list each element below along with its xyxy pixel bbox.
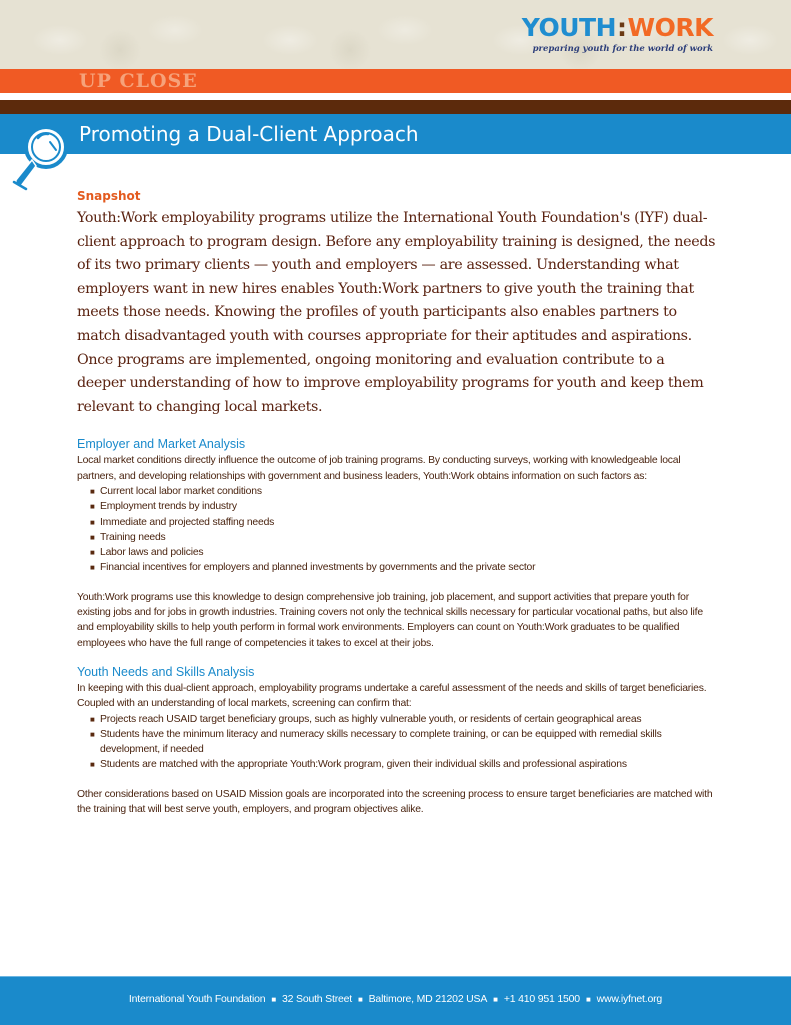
page-title: Promoting a Dual-Client Approach — [79, 122, 419, 146]
bullet-icon: ■ — [90, 563, 95, 573]
logo-work: WORK — [627, 13, 713, 42]
footer — [0, 976, 791, 1025]
employer-section-closing: Youth:Work programs use this knowledge to design comprehensive job training, job placement, and support activities that prepare youth for existing jobs and for jobs in growth industries. Training covers not only the technical skills necessary for particular vocational paths, but also life and employability skills to help youth perform in formal work environments. Employers can count on Youth:Work graduates to be qualified employees who have the full range of competencies it takes to excel at their jobs. — [77, 591, 703, 649]
section-label-band — [0, 69, 791, 93]
section-label: UP CLOSE — [79, 70, 198, 92]
bullet-icon: ■ — [90, 729, 95, 739]
youth-section-intro: In keeping with this dual-client approach, employability programs undertake a careful assessment of the needs and skills of target beneficiaries. Coupled with an understanding of local markets, screening can confirm that: — [77, 682, 707, 710]
list-item-text: Projects reach USAID target beneficiary groups, such as highly vulnerable youth, or residents of certain geographical areas — [100, 713, 642, 725]
list-item — [90, 530, 717, 545]
brown-divider-band — [0, 100, 791, 114]
list-item-text: Immediate and projected staffing needs — [100, 516, 275, 528]
employer-section-intro: Local market conditions directly influence the outcome of job training programs. By conducting surveys, working with knowledgeable local partners, and developing relationships with government and business leaders, Youth:Work obtains information on such factors as: — [77, 455, 681, 482]
bullet-icon: ■ — [90, 517, 95, 527]
list-item-text: Labor laws and policies — [100, 547, 204, 559]
list-item — [90, 545, 717, 560]
logo-tagline: preparing youth for the world of work — [532, 44, 713, 54]
bullet-icon: ■ — [90, 760, 95, 770]
youth-section-heading: Youth Needs and Skills Analysis — [77, 664, 255, 679]
main-content — [77, 188, 717, 817]
list-item-text: Current local labor market conditions — [100, 485, 262, 497]
logo-colon: : — [617, 13, 627, 42]
title-band — [0, 114, 791, 154]
separator-icon: ■ — [357, 995, 363, 1004]
logo-youth: YOUTH — [521, 13, 617, 42]
bullet-icon: ■ — [90, 502, 95, 512]
list-item-text: Financial incentives for employers and planned investments by governments and the private sector — [100, 562, 536, 574]
separator-icon: ■ — [271, 995, 277, 1004]
separator-icon: ■ — [585, 995, 591, 1004]
list-item-text: Training needs — [100, 531, 166, 543]
list-item — [90, 712, 717, 727]
list-item — [90, 727, 717, 758]
list-item — [90, 499, 717, 514]
footer-contact-line — [0, 993, 791, 1005]
header-pattern-band — [0, 0, 791, 69]
snapshot-text: Youth:Work employability programs utilize the International Youth Foundation's (IYF) dual-client approach to program design. Before any employability training is designed, the needs of its two primary clients — youth and employers — are assessed. Understanding what employers want in new hires enables Youth:Work partners to give youth the training that meets those needs. Knowing the profiles of youth participants also enables partners to match disadvantaged youth with courses appropriate for their aptitudes and aspirations. Once programs are implemented, ongoing monitoring and evaluation contribute to a deeper understanding of how to improve employability programs for youth and keep them relevant to changing local markets. — [77, 210, 716, 415]
footer-street: 32 South Street — [282, 993, 352, 1005]
bullet-icon: ■ — [90, 548, 95, 558]
snapshot-heading: Snapshot — [77, 189, 141, 203]
list-item — [90, 515, 717, 530]
youth-work-logo — [522, 14, 713, 54]
bullet-icon: ■ — [90, 714, 95, 724]
employer-factors-list — [77, 484, 717, 576]
bullet-icon: ■ — [90, 486, 95, 496]
magnifying-glass-icon — [10, 120, 74, 192]
band-divider — [0, 93, 791, 100]
employer-section-heading: Employer and Market Analysis — [77, 437, 246, 452]
screening-criteria-list — [77, 712, 717, 773]
footer-phone: +1 410 951 1500 — [503, 993, 580, 1005]
list-item-text: Students are matched with the appropriate Youth:Work program, given their individual skills and professional aspirations — [100, 759, 627, 771]
footer-website-link[interactable]: www.iyfnet.org — [596, 993, 663, 1005]
bullet-icon: ■ — [90, 532, 95, 542]
footer-city: Baltimore, MD 21202 USA — [368, 993, 488, 1005]
list-item-text: Students have the minimum literacy and numeracy skills necessary to complete training, or can be equipped with remedial skills development, if needed — [100, 728, 662, 756]
logo-wordmark — [522, 14, 713, 42]
list-item — [90, 484, 717, 499]
separator-icon: ■ — [493, 995, 498, 1004]
list-item — [90, 757, 717, 772]
list-item-text: Employment trends by industry — [100, 501, 237, 513]
youth-section-closing: Other considerations based on USAID Mission goals are incorporated into the screening process to ensure target beneficiaries are matched with the training that will best serve youth, employers, and program objectives alike. — [77, 788, 713, 815]
footer-organization: International Youth Foundation — [128, 993, 266, 1005]
list-item — [90, 560, 717, 575]
